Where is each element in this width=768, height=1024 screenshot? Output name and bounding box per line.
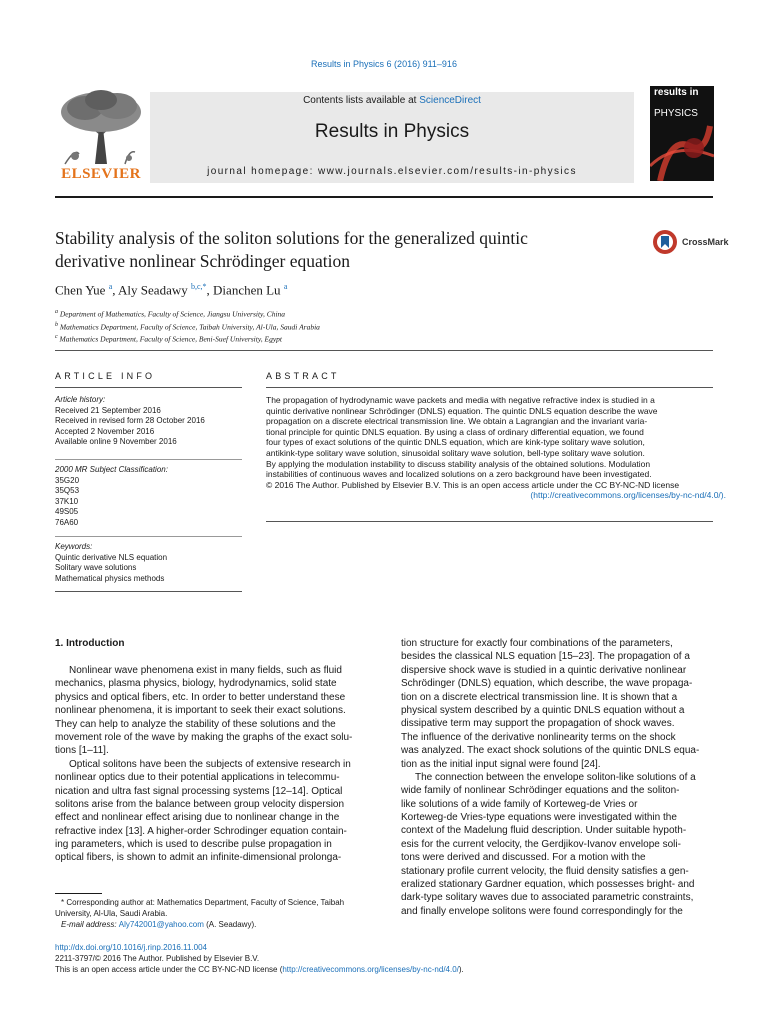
abstract-line: © 2016 The Author. Published by Elsevier B.V. This is an open access article under the CC BY-NC-ND license [266,479,680,490]
body-line: wide family of nonlinear Schrödinger equations and the soliton- [401,785,680,797]
author-affiliation-mark[interactable]: a [108,282,113,291]
abstract-rule [266,387,713,388]
body-line: mechanics, plasma physics, biology, hydrodynamics, solid state [55,678,337,690]
author-list: Chen Yue $^a$, Aly Seadawy $^{b,c,*}$, Dianchen Lu $^a$ [55,282,288,298]
abstract-line: four types of exact solutions of the quintic DNLS equation, which are kink-type solitary wave solution, [266,437,645,448]
body-line: physical system described by a quintic DNLS equation without a [401,704,685,716]
author-affiliation-mark[interactable]: b,c,* [190,282,207,291]
msc-code: 35Q53 [55,486,80,495]
journal-title: Results in Physics [314,121,470,142]
abstract-line: quintic derivative nonlinear Schrödinger (DNLS) equation. The quintic DNLS equation describe the wave [266,405,658,416]
corresponding-author-footnote [55,897,385,930]
journal-citation[interactable]: Results in Physics 6 (2016) 911–916 [311,59,457,69]
cover-title-line1: results in [654,87,699,98]
body-line: tion structure for exactly four combinations of the parameters, [401,638,673,649]
sciencedirect-link[interactable]: ScienceDirect [419,95,481,106]
msc-code: 37K10 [55,496,79,506]
affiliation-item: $^c$ Mathematics Department, Faculty of Science, Beni-Suef University, Egypt [55,334,282,344]
body-line: movement role of the wave by making the graphs of the exact solu- [55,731,353,743]
abstract-line: propagation on a discrete electrical transmission line. We obtain a Lagrangian and the invariant varia- [266,416,648,427]
article-info-rule [55,387,242,388]
publisher-wordmark[interactable]: ELSEVIER [61,166,141,182]
journal-homepage[interactable]: journal homepage: www.journals.elsevier.com/results-in-physics [207,166,577,177]
article-history [55,395,205,448]
article-info-separator [55,536,242,537]
affiliation-item: $^a$ Department of Mathematics, Faculty of Science, Jiangsu University, China [55,309,286,319]
msc-classification [55,465,168,528]
body-line: Optical solitons have been the subjects of extensive research in [69,758,351,770]
body-line: dispersive shock wave is studied in a quintic derivative nonlinear [401,664,687,676]
affiliation-item: $^b$ Mathematics Department, Faculty of Science, Taibah University, Al-Ula, Saudi Arabia [55,321,320,331]
author-name: Chen Yue [55,282,106,298]
license-url-link[interactable]: http://creativecommons.org/licenses/by-nc-nd/4.0/ [282,965,459,974]
body-line: physics and optical fibers, etc. In order to better understand these [55,691,346,703]
article-title-line1: Stability analysis of the soliton solutions for the generalized quintic [55,228,528,248]
doi-block [55,942,464,975]
footnote-line: University, Al-Ula, Saudi Arabia. [55,909,168,918]
crossmark-icon[interactable] [652,229,678,255]
msc-code: 76A60 [55,517,79,527]
msc-code: 35G20 [55,475,80,485]
body-line: refractive index [13]. A higher-order Schrodinger equation contain- [55,825,347,837]
body-line: ing parameters, which is used to describe pulse propagation in [55,839,332,851]
body-line: and finally envelope solitons were found correspondingly for the [401,905,683,917]
body-line: Nonlinear wave phenomena exist in many fields, such as fluid [69,665,342,676]
body-line: They can help to analyze the stability of these solutions and the [55,718,336,730]
license-line: This is an open access article under the CC BY-NC-ND license (http://creativecommons.org/licenses/by-nc-nd/4.0/). [55,965,464,974]
body-line: tions [1–11]. [55,745,109,757]
journal-cover-thumbnail[interactable] [650,86,714,181]
contents-line [150,95,634,106]
abstract-line: The propagation of hydrodynamic wave packets and media with negative refractive index is studied in a [266,395,655,405]
body-line: stationary profile current velocity, the fluid density satisfies a gen- [401,865,689,877]
body-line: solitons arise from the balance between group velocity dispersion [55,798,345,810]
footnote-line: * Corresponding author at: Mathematics Department, Faculty of Science, Taibah [61,898,345,907]
copyright-line: 2211-3797/© 2016 The Author. Published by Elsevier B.V. [55,954,260,963]
body-line: besides the classical NLS equation [15–23]. The propagation of a [401,651,690,663]
body-line: eralized stationary Gardner equation, which possesses bright- and [401,879,695,891]
body-line: nication and ultra fast signal processing systems [12–14]. Optical [55,785,343,797]
history-item: Available online 9 November 2016 [55,437,177,446]
history-item: Received in revised form 28 October 2016 [55,416,205,425]
body-line: tion on a discrete electrical transmission line. It is shown that a [401,691,678,703]
abstract-line: antikink-type solitary wave solution, sinusoidal solitary wave solution, bell-type solitary wave solution. [266,447,645,458]
author-affiliation-mark[interactable]: a [283,282,288,291]
body-line: effect and nonlinear effect arising due to nonlinear change in the [55,812,340,824]
body-line: The connection between the envelope soliton-like solutions of a [415,771,696,783]
author-name: Aly Seadawy [118,282,188,298]
body-line: Schrödinger (DNLS) equation, which describe, the wave propaga- [401,678,693,690]
history-item: Received 21 September 2016 [55,405,161,415]
article-info-bottom-rule [55,591,242,592]
doi-link[interactable]: http://dx.doi.org/10.1016/j.rinp.2016.11.004 [55,943,207,952]
keyword-item: Solitary wave solutions [55,563,137,572]
history-item: Accepted 2 November 2016 [55,426,155,436]
body-line: tons were derived and discussed. For a motion with the [401,852,646,864]
body-line: nonlinear optics due to their potential applications in telecommu- [55,772,340,784]
abstract-line: instabilities of continuous waves and localized solutions on a zero background have been investigated. [266,469,652,480]
body-line: nonlinear phenomena, it is important to seek their exact solutions. [55,705,346,717]
abstract-line: tional principle for quintic DNLS equation. By using a class of ordinary differential equation, we found [266,426,644,437]
body-line: was analyzed. The exact shock solutions of the quintic DNLS equa- [401,745,700,757]
article-title [55,227,635,273]
body-line: esis for the current velocity, the Gerdjikov-Ivanov envelope soli- [401,838,681,850]
body-column-left [55,664,380,865]
section-divider [55,350,713,351]
author-name: Dianchen Lu [213,282,281,298]
body-line: dissipative term may support the propagation of shock waves. [401,718,675,730]
keywords-label: Keywords: [55,542,93,551]
body-line: optical fibers, is shown to admit an infinite-dimensional prolonga- [55,852,342,864]
body-column-right [401,637,727,918]
body-line: Korteweg-de Vries-type equations were investigated within the [401,812,677,824]
cover-title-line2: PHYSICS [654,108,698,119]
keywords [55,542,167,584]
body-line: like solutions of a wide family of Korteweg-de Vries or [401,798,638,810]
email-link[interactable]: Aly742001@yahoo.com [118,920,204,929]
msc-code: 49S05 [55,507,79,516]
article-title-line2: derivative nonlinear Schrödinger equation [55,251,350,271]
keyword-item: Quintic derivative NLS equation [55,552,168,562]
email-line: E-mail address: Aly742001@yahoo.com (A. Seadawy). [61,920,257,929]
abstract-text [266,395,726,501]
crossmark-label[interactable]: CrossMark [682,237,729,247]
article-info-heading: ARTICLE INFO [55,371,156,381]
header-rule [55,196,713,198]
contents-prefix: Contents lists available at [303,95,420,106]
article-history-label: Article history: [55,395,106,404]
section-heading: 1. Introduction [55,638,125,649]
abstract-heading: ABSTRACT [266,371,340,381]
body-line: context of the Madelung fluid description. Under suitable hypoth- [401,825,687,837]
body-line: tion as the initial input signal were found [24]. [401,758,601,770]
article-info-separator [55,459,242,460]
msc-label: 2000 MR Subject Classification: [55,465,168,474]
footnote-rule [55,893,102,894]
body-line: dark-type solitary waves due to associated parametric constraints, [401,892,694,904]
affiliation-list [55,307,320,345]
abstract-line: By applying the modulation instability to discuss stability analysis of the obtained solutions. Modulation [266,458,651,469]
keyword-item: Mathematical physics methods [55,573,165,583]
abstract-bottom-rule [266,521,713,522]
license-link[interactable]: (http://creativecommons.org/licenses/by-nc-nd/4.0/). [530,490,726,501]
body-line: The influence of the derivative nonlinearity terms on the shock [401,731,676,743]
